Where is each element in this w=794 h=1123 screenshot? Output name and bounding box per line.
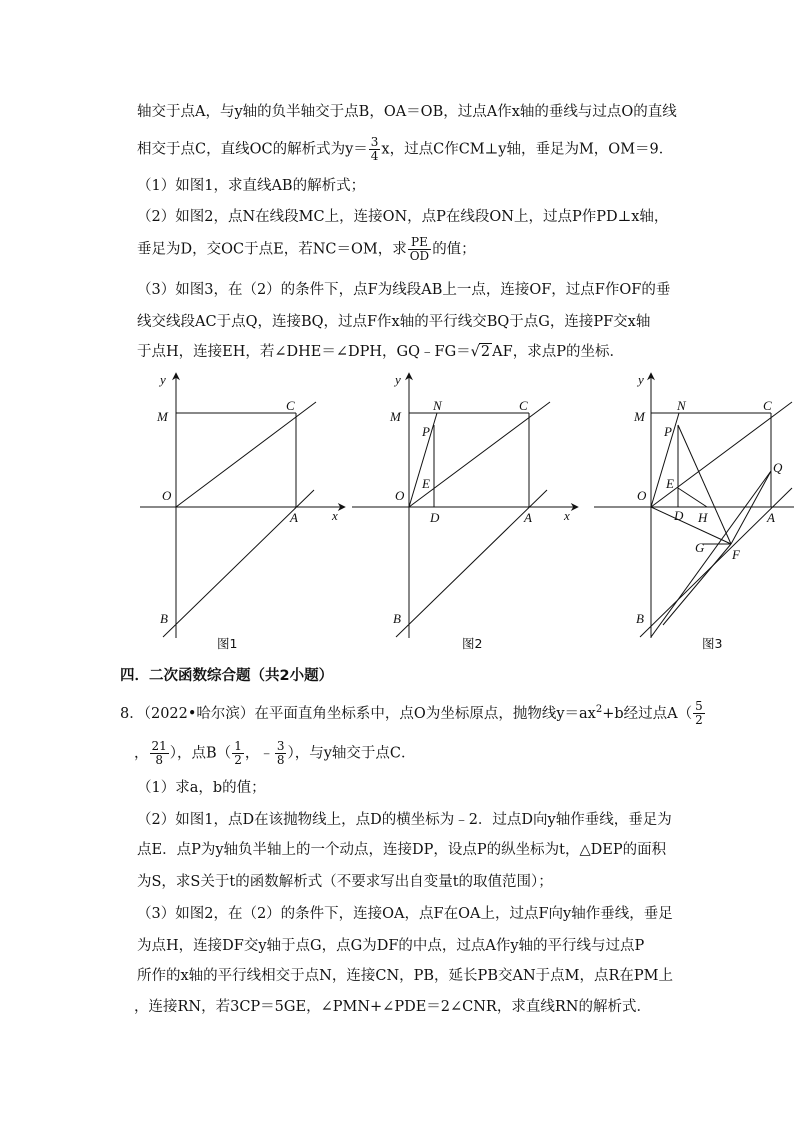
frac-den: 2 [234, 753, 242, 767]
fig3-label-o: O [637, 488, 647, 503]
fig3-label-h: H [698, 510, 708, 525]
fig2-label-a: A [524, 510, 532, 525]
fig1-label-o: O [162, 488, 172, 503]
frac-den: 2 [695, 713, 703, 728]
p8-line2-d: ），与y轴交于点C． [287, 745, 416, 762]
figure-1 [140, 373, 345, 638]
fig2-caption: 图2 [462, 636, 483, 651]
p7-line2-a: 相交于点C，直线OC的解析式为y＝ [137, 141, 368, 158]
p7-q2-line1: （2）如图2，点N在线段MC上，连接ON，点P在线段ON上，过点P作PD⊥x轴， [137, 209, 669, 225]
fig1-label-c: C [286, 398, 295, 413]
fig3-label-d: D [674, 508, 684, 523]
fig1-caption: 图1 [217, 636, 238, 651]
p8-line2-a: ， [134, 745, 149, 762]
p8-q2-line2: 点E．点P为y轴负半轴上的一个动点，连接DP，设点P的纵坐标为t，△DEP的面积 [137, 842, 667, 858]
fig2-label-m: M [390, 409, 401, 424]
fig2-label-c: C [519, 398, 528, 413]
p7-q3-line2: 线交线段AC于点Q，连接BQ，过点F作x轴的平行线交BQ于点G，连接PF交x轴 [137, 314, 651, 330]
fig3-segment-bq [651, 471, 771, 637]
frac-num: 3 [276, 739, 285, 753]
frac-num: 21 [151, 739, 167, 753]
frac-den: 8 [276, 753, 285, 767]
fig2-label-p: P [422, 424, 430, 439]
fig1-label-b: B [160, 611, 168, 626]
p8-line1 [120, 700, 706, 727]
fig3-segment-bf [663, 544, 731, 625]
fig3-segment-of [651, 507, 731, 544]
p8-q3-line3: 所作的x轴的平行线相交于点N，连接CN，PB，延长PB交AN于点M，点R在PM上 [137, 968, 673, 984]
p8-q3-line4: ，连接RN，若3CP＝5GE，∠PMN+∠PDE＝2∠CNR，求直线RN的解析式． [134, 999, 651, 1015]
fig3-caption: 图3 [702, 636, 723, 651]
fig1-label-a: A [290, 510, 298, 525]
fig3-label-c: C [763, 398, 772, 413]
p8-superscript: 2 [595, 704, 603, 715]
fig2-label-y: y [395, 372, 401, 387]
fig3-label-e: E [666, 476, 674, 491]
p8-line1-a: 8．（2022•哈尔滨）在平面直角坐标系中，点O为坐标原点，抛物线y＝ax [120, 705, 596, 722]
fig1-label-x: x [332, 508, 338, 523]
p8-q2-line1: （2）如图1，点D在该抛物线上，点D的横坐标为﹣2．过点D向y轴作垂线，垂足为 [137, 812, 672, 828]
frac-num: 1 [234, 739, 242, 753]
p7-q3-line1: （3）如图3，在（2）的条件下，点F为线段AB上一点，连接OF，过点F作OF的垂 [137, 282, 671, 298]
p7-q2-line2-b: 的值； [432, 241, 476, 258]
point-a-x-fraction [693, 700, 705, 727]
fig1-label-m: M [157, 409, 168, 424]
fig3-label-b: B [636, 611, 644, 626]
point-a-y-fraction [150, 740, 169, 767]
sqrt-arg: 2 [480, 344, 491, 360]
p8-line2-b: ），点B（ [169, 745, 232, 762]
frac-num: 3 [370, 135, 379, 149]
p8-line2 [134, 740, 416, 767]
p8-q3-line1: （3）如图2，在（2）的条件下，连接OA，点F在OA上，过点F向y轴作垂线，垂足 [137, 906, 673, 922]
fig1-line-oc [176, 402, 316, 507]
frac-den: 8 [155, 753, 163, 767]
fig2-label-b: B [393, 611, 401, 626]
p7-q3-line3-b: AF，求点P的坐标． [492, 344, 624, 360]
frac-num: PE [408, 236, 431, 250]
fig2-label-x: x [564, 508, 570, 523]
point-b-x-fraction [232, 740, 244, 767]
p7-q3-line3-a: 于点H，连接EH，若∠DHE＝∠DPH，GQ﹣FG＝ [137, 344, 471, 360]
fig3-label-g: G [695, 540, 705, 555]
fig3-label-y: y [638, 372, 644, 387]
p8-q3-line2: 为点H，连接DF交y轴于点G，点G为DF的中点，过点A作y轴的平行线与过点P [137, 938, 645, 954]
fig2-label-n: N [433, 398, 442, 413]
p7-q1: （1）如图1，求直线AB的解析式； [137, 178, 366, 194]
frac-num: 5 [695, 699, 703, 714]
fig3-label-q: Q [773, 460, 783, 475]
fig3-segment-pf [678, 425, 731, 544]
frac-den: 4 [370, 149, 379, 163]
sqrt-sign: √ [470, 344, 480, 360]
fig1-label-y: y [160, 372, 166, 387]
fig3-label-n: N [677, 398, 686, 413]
p7-line1: 轴交于点A，与y轴的负半轴交于点B，OA＝OB，过点A作x轴的垂线与过点O的直线 [137, 104, 677, 120]
fig3-segment-eh [678, 488, 707, 507]
figure-2 [352, 373, 578, 638]
fig2-label-d: D [430, 510, 440, 525]
p8-line1-b: +b经过点A（ [602, 705, 693, 722]
fig3-label-a: A [767, 510, 775, 525]
p8-q1: （1）求a，b的值； [137, 780, 266, 796]
fig3-label-f: F [732, 547, 740, 562]
fig3-label-m: M [634, 409, 645, 424]
fig2-label-e: E [422, 476, 430, 491]
frac-den: OD [409, 249, 430, 263]
point-b-y-fraction [275, 740, 287, 767]
p8-q2-line3: 为S，求S关于t的函数解析式（不要求写出自变量t的取值范围）； [137, 874, 553, 890]
fig3-label-p: P [664, 424, 672, 439]
section-heading: 四．二次函数综合题（共2小题） [120, 668, 334, 684]
p7-line2-b: x，过点C作CM⊥y轴，垂足为M，OM＝9． [381, 141, 674, 158]
p7-q2-line2-a: 垂足为D，交OC于点E，若NC＝OM，求 [137, 241, 407, 258]
fig2-label-o: O [395, 488, 405, 503]
p8-line2-c: ，﹣ [244, 745, 274, 762]
